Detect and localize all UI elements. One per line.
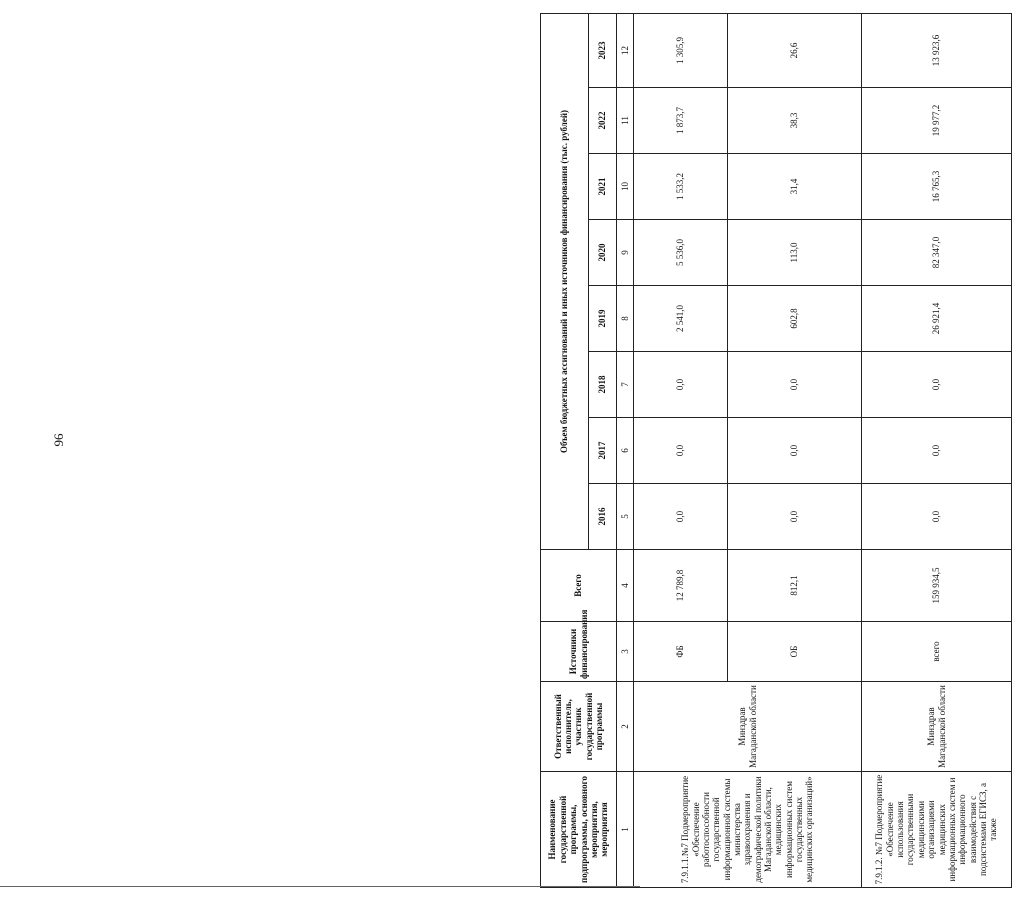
col-num: 4 bbox=[617, 550, 634, 622]
year-2019: 2019 bbox=[589, 286, 617, 352]
row-value: 26,6 bbox=[728, 13, 862, 87]
row-responsible: Минздрав Магаданской области bbox=[634, 682, 862, 772]
header-sources: Источники финансирования bbox=[541, 622, 617, 682]
row-name: 7.9.1.1.№7 Подмероприятие «Обеспечение работоспособности государственной информационной системы министерства здравоохранения и демографической политики Магаданской области, медицинских информационных систем государственных медицинских организаций» bbox=[634, 772, 862, 888]
row-value: 5 536,0 bbox=[634, 220, 728, 286]
col-num: 10 bbox=[617, 154, 634, 220]
row-value: 1 305,9 bbox=[634, 13, 728, 87]
header-name: Наименование государственной программы, подпрограммы, основного мероприятия, мероприятия bbox=[541, 772, 617, 888]
row-value: 0,0 bbox=[862, 418, 1012, 484]
row-value: 0,0 bbox=[728, 352, 862, 418]
row-value: 113,0 bbox=[728, 220, 862, 286]
col-num: 9 bbox=[617, 220, 634, 286]
row-value: 0,0 bbox=[634, 418, 728, 484]
row-value: 38,3 bbox=[728, 88, 862, 154]
year-2018: 2018 bbox=[589, 352, 617, 418]
row-source: ОБ bbox=[728, 622, 862, 682]
row-value: 16 765,3 bbox=[862, 154, 1012, 220]
header-funding: Объем бюджетных ассигнований и иных источников финансирования (тыс. рублей) bbox=[541, 13, 589, 549]
table-row bbox=[862, 13, 1012, 887]
year-2020: 2020 bbox=[589, 220, 617, 286]
year-2022: 2022 bbox=[589, 88, 617, 154]
row-total: 812,1 bbox=[728, 550, 862, 622]
col-num: 11 bbox=[617, 88, 634, 154]
year-2017: 2017 bbox=[589, 418, 617, 484]
col-num: 1 bbox=[617, 772, 634, 888]
row-value: 1 533,2 bbox=[634, 154, 728, 220]
table-row bbox=[634, 13, 728, 887]
row-value: 13 923,6 bbox=[862, 13, 1012, 87]
funding-table bbox=[540, 13, 1012, 888]
col-num: 6 bbox=[617, 418, 634, 484]
col-num: 7 bbox=[617, 352, 634, 418]
col-num: 3 bbox=[617, 622, 634, 682]
row-name: 7.9.1.2. №7 Подмероприятие «Обеспечение использования государственными медицинскими организациями медицинских информационных систем и информационного взаимодействия с подсистемами ЕГИСЗ, а также bbox=[862, 772, 1012, 888]
row-value: 0,0 bbox=[728, 484, 862, 550]
row-source: ФБ bbox=[634, 622, 728, 682]
row-value: 26 921,4 bbox=[862, 286, 1012, 352]
row-value: 0,0 bbox=[862, 484, 1012, 550]
rotated-table-container bbox=[540, 18, 1010, 888]
row-value: 0,0 bbox=[862, 352, 1012, 418]
page-number: 96 bbox=[51, 433, 66, 447]
col-num: 12 bbox=[617, 13, 634, 87]
row-source: всего bbox=[862, 622, 1012, 682]
col-num: 5 bbox=[617, 484, 634, 550]
col-num: 2 bbox=[617, 682, 634, 772]
year-2021: 2021 bbox=[589, 154, 617, 220]
header-responsible: Ответственный исполнитель, участник государственной программы bbox=[541, 682, 617, 772]
row-value: 2 541,0 bbox=[634, 286, 728, 352]
row-value: 31,4 bbox=[728, 154, 862, 220]
header-total: Всего bbox=[541, 550, 617, 622]
row-value: 602,8 bbox=[728, 286, 862, 352]
row-total: 159 934,5 bbox=[862, 550, 1012, 622]
row-value: 82 347,0 bbox=[862, 220, 1012, 286]
col-num: 8 bbox=[617, 286, 634, 352]
row-value: 1 873,7 bbox=[634, 88, 728, 154]
year-2023: 2023 bbox=[589, 13, 617, 87]
row-value: 0,0 bbox=[634, 484, 728, 550]
row-value: 19 977,2 bbox=[862, 88, 1012, 154]
page-bottom-divider bbox=[0, 886, 640, 887]
row-total: 12 789,8 bbox=[634, 550, 728, 622]
row-value: 0,0 bbox=[728, 418, 862, 484]
year-2016: 2016 bbox=[589, 484, 617, 550]
column-number-row bbox=[617, 13, 634, 887]
row-value: 0,0 bbox=[634, 352, 728, 418]
row-responsible: Минздрав Магаданской области bbox=[862, 682, 1012, 772]
